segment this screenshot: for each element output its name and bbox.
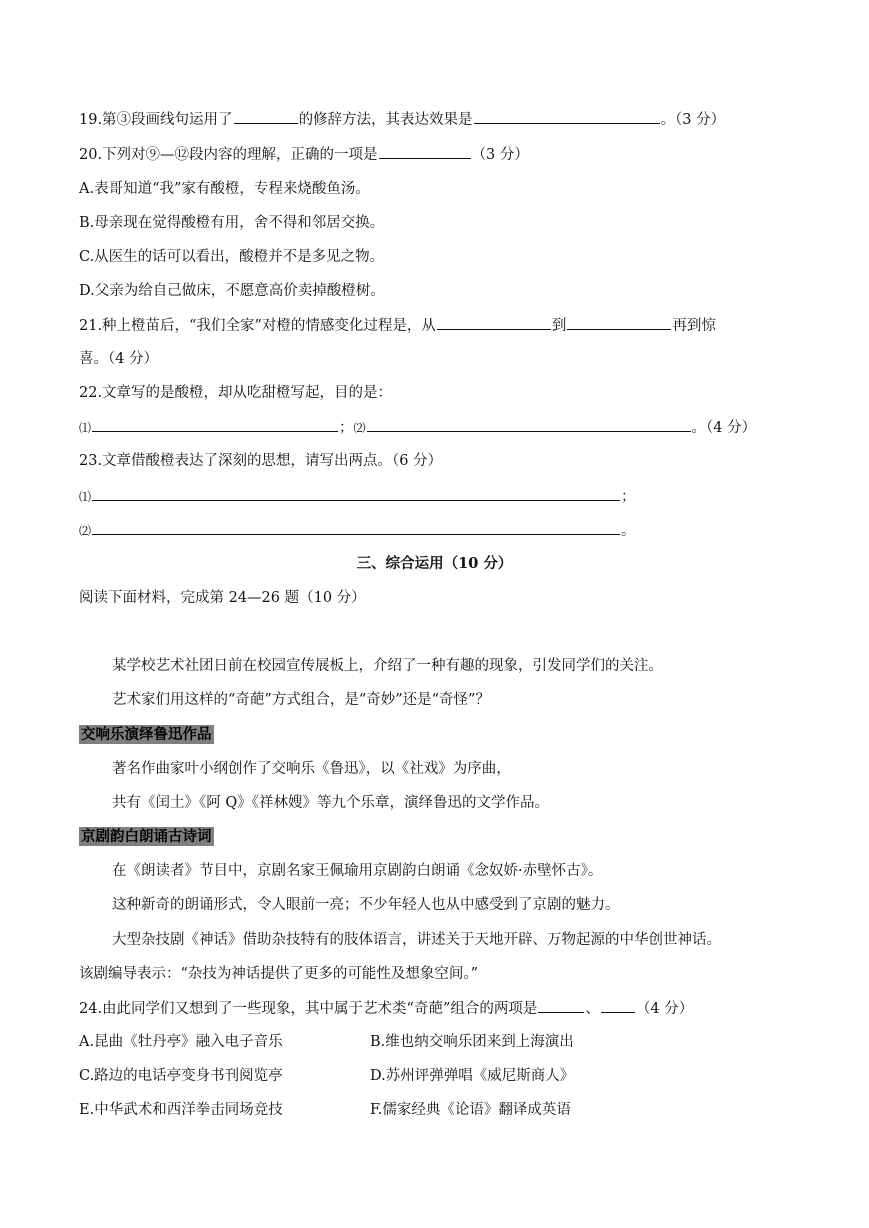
q24-option-a: A.昆曲《牡丹亭》融入电子音乐: [79, 1034, 283, 1050]
q22-post: 。（4 分）: [691, 420, 757, 436]
q24-option-d: D.苏州评弹弹唱《威尼斯商人》: [370, 1068, 575, 1084]
answer-blank[interactable]: [379, 144, 471, 159]
answer-blank[interactable]: [234, 109, 298, 124]
q24-option-b: B.维也纳交响乐团来到上海演出: [370, 1034, 574, 1050]
material-paragraph: 艺术家们用这样的“奇葩”方式组合，是“奇妙”还是“奇怪”？: [112, 692, 490, 708]
material-paragraph: 著名作曲家叶小纲创作了交响乐《鲁迅》，以《社戏》为序曲，: [112, 761, 511, 777]
q22-num-1: ⑴: [79, 421, 92, 435]
q19-text-pre: 19.第③段画线句运用了: [79, 112, 233, 128]
q24-option-f: F.儒家经典《论语》翻译成英语: [370, 1102, 571, 1118]
section-heading: 三、综合运用（10 分）: [356, 555, 513, 572]
question-23: 23.文章借酸橙表达了深刻的思想，请写出两点。（6 分）: [79, 453, 443, 469]
material-paragraph: 共有《闰土》《阿 Q》《祥林嫂》等九个乐章，演绎鲁迅的文学作品。: [112, 795, 549, 811]
q24-text-pre: 24.由此同学们又想到了一些现象，其中属于艺术类“奇葩”组合的两项是: [79, 1001, 538, 1017]
answer-blank[interactable]: [437, 315, 551, 330]
q24-option-e: E.中华武术和西洋拳击同场竞技: [79, 1102, 283, 1118]
q23-end-2: 。: [621, 523, 636, 539]
q21-text-pre: 21.种上橙苗后，“我们全家”对橙的情感变化过程是，从: [79, 318, 436, 334]
q20-option-a: A.表哥知道“我”家有酸橙，专程来烧酸鱼汤。: [79, 181, 370, 197]
answer-blank[interactable]: [367, 417, 691, 432]
question-22: 22.文章写的是酸橙，却从吃甜橙写起，目的是：: [79, 385, 393, 401]
material-heading-1: [79, 725, 214, 745]
material-paragraph: 大型杂技剧《神话》借助杂技特有的肢体语言，讲述关于天地开辟、万物起源的中华创世神话。: [112, 932, 721, 948]
question-20: [79, 144, 529, 165]
answer-blank[interactable]: [567, 315, 671, 330]
q23-num-1: ⑴: [79, 490, 92, 504]
q23-num-2: ⑵: [79, 524, 92, 538]
q19-text-post: 。（3 分）: [660, 112, 726, 128]
material-paragraph: 该剧编导表示：“杂技为神话提供了更多的可能性及想象空间。”: [79, 966, 479, 982]
material-paragraph: 这种新奇的朗诵形式，令人眼前一亮；不少年轻人也从中感受到了京剧的魅力。: [112, 897, 620, 913]
q23-answer-1: [79, 486, 636, 507]
highlight-label: 京剧韵白朗诵古诗词: [81, 828, 212, 845]
reading-instruction: 阅读下面材料，完成第 24—26 题（10 分）: [79, 590, 366, 606]
q21-continuation: 喜。（4 分）: [79, 351, 159, 367]
q24-sep: 、: [585, 1001, 600, 1017]
answer-blank[interactable]: [538, 998, 584, 1013]
question-21: [79, 315, 716, 336]
q19-text-mid: 的修辞方法，其表达效果是: [298, 112, 473, 128]
q20-score: （3 分）: [471, 147, 529, 163]
answer-blank[interactable]: [601, 998, 635, 1013]
q22-answers: [79, 417, 756, 438]
q22-num-2: ⑵: [353, 421, 366, 435]
q21-text-post: 再到惊: [672, 318, 716, 334]
question-19: [79, 109, 725, 130]
q20-option-d: D.父亲为给自己做床，不愿意高价卖掉酸橙树。: [79, 283, 385, 299]
q24-option-c: C.路边的电话亭变身书刊阅览亭: [79, 1068, 283, 1084]
q20-option-c: C.从医生的话可以看出，酸橙并不是多见之物。: [79, 249, 385, 265]
q20-stem: 20.下列对⑨—⑫段内容的理解，正确的一项是: [79, 147, 378, 163]
q24-score: （4 分）: [635, 1001, 694, 1017]
material-paragraph: 在《朗读者》节目中，京剧名家王佩瑜用京剧韵白朗诵《念奴娇·赤壁怀古》。: [112, 863, 603, 879]
q23-answer-2: [79, 520, 636, 541]
q23-end-1: ；: [621, 489, 636, 505]
q20-option-b: B.母亲现在觉得酸橙有用，舍不得和邻居交换。: [79, 215, 385, 231]
material-heading-2: [79, 827, 214, 847]
answer-blank[interactable]: [92, 520, 620, 535]
highlight-label: 交响乐演绎鲁迅作品: [81, 726, 212, 743]
q22-sep: ；: [339, 420, 354, 436]
question-24: [79, 998, 693, 1019]
material-paragraph: 某学校艺术社团日前在校园宣传展板上，介绍了一种有趣的现象，引发同学们的关注。: [112, 658, 663, 674]
answer-blank[interactable]: [92, 417, 338, 432]
answer-blank[interactable]: [474, 109, 660, 124]
q21-text-mid: 到: [551, 318, 567, 334]
answer-blank[interactable]: [92, 486, 620, 501]
